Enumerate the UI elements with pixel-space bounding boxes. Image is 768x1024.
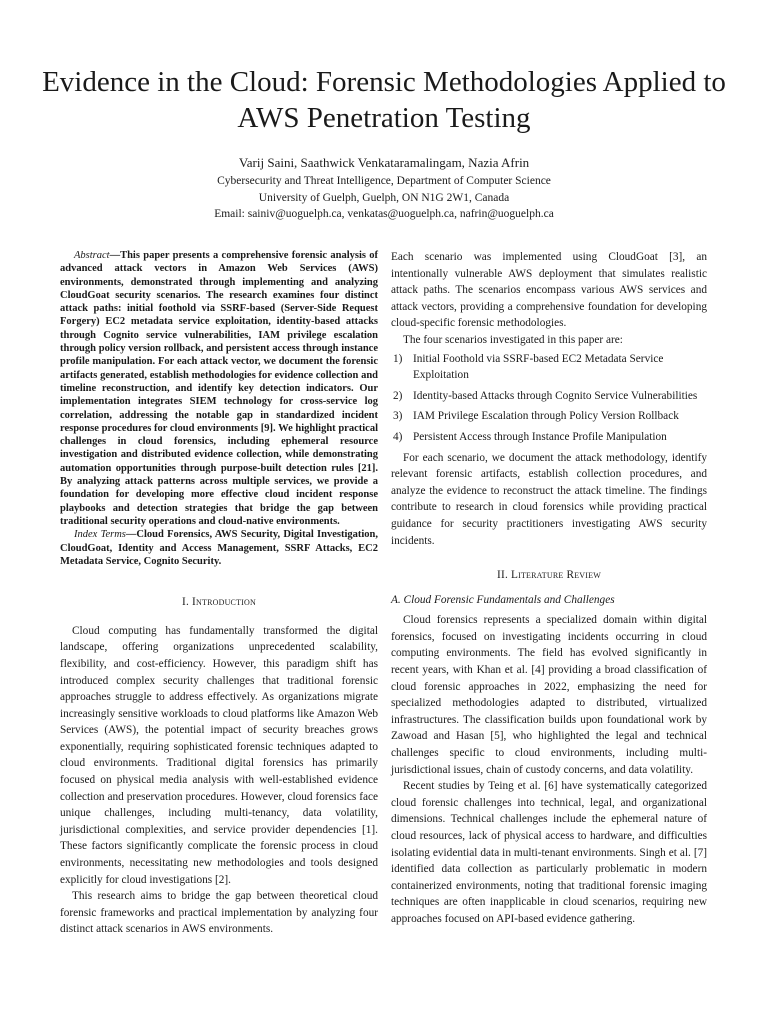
- abstract: [60, 249, 378, 528]
- section-title: Introduction: [192, 596, 256, 609]
- left-column: [60, 249, 378, 938]
- index-terms-text: —Cloud Forensics, AWS Security, Digital Investigation, CloudGoat, Identity and Access Management, SSRF Attacks, EC2 Metadata Service, Cognito Security.: [60, 529, 378, 567]
- affiliation-email: Email: sainiv@uoguelph.ca, venkatas@uoguelph.ca, nafrin@uoguelph.ca: [214, 208, 554, 220]
- intro-paragraph-2: This research aims to bridge the gap between theoretical cloud forensic frameworks and practical implementation by analyzing four distinct attack scenarios in AWS environments.: [60, 890, 378, 936]
- author-list: Varij Saini, Saathwick Venkataramalingam, Nazia Afrin: [238, 155, 530, 170]
- index-terms: [60, 528, 378, 568]
- abstract-text: —This paper presents a comprehensive forensic analysis of advanced attack vectors in Amazon Web Services (AWS) environments, demonstrated through implementing and analyzing CloudGoat security scenarios. The research examines four distinct attack paths: initial foothold via SSRF-based (Server-Side Request Forgery) EC2 metadata service exploitation, identity-based attacks through Cognito service vulnerabilities, IAM privilege escalation through policy version rollback, and persistent access through instance profile manipulation. For each attack vector, we document the forensic artifacts generated, establish methodologies for evidence collection and timeline reconstruction, and identify key detection indicators. Our implementation integrates SIEM technology for cross-service log correlation, addressing the notable gap in standardized incident response procedures for cloud environments [9]. We highlight practical challenges in cloud forensics, including ephemeral resource investigation and distributed evidence collection, while demonstrating automation opportunities through purpose-built detection rules [21]. By analyzing attack patterns across multiple services, we provide a foundation for developing more effective cloud incident response playbooks and detection strategies that bridge the gap between traditional security operations and cloud-native environments.: [60, 250, 378, 527]
- list-item: 4) Persistent Access through Instance Profile Manipulation: [393, 430, 667, 443]
- paper-title: Evidence in the Cloud: Forensic Methodologies Applied to AWS Penetration Testing: [42, 66, 726, 134]
- abstract-label: Abstract: [74, 250, 110, 261]
- section-title: Literature Review: [511, 569, 601, 582]
- scenario-list: [391, 351, 707, 446]
- affiliation-block: [40, 173, 728, 223]
- section-heading-introduction: [60, 594, 378, 611]
- list-item: 3) IAM Privilege Escalation through Policy Version Rollback: [393, 410, 679, 423]
- section-numeral: I.: [182, 596, 190, 609]
- affiliation-university: University of Guelph, Guelph, ON N1G 2W1, Canada: [258, 191, 510, 204]
- review-paragraph-1: Cloud forensics represents a specialized domain within digital forensics, focused on investigating incidents occurring in cloud computing environments. The field has evolved significantly in recent years, with Khan et al. [4] providing a broad classification of cloud forensic approaches in 2022, emphasizing the need for specialized methodologies adapted to distributed, virtualized infrastructures. The classification builds upon foundational work by Zawoad and Hasan [5], who highlighted the legal and technical challenges specific to cloud environments, including multi-jurisdictional issues, chain of custody concerns, and data volatility.: [391, 614, 707, 776]
- intro-paragraph-1: Cloud computing has fundamentally transformed the digital landscape, offering organizations unprecedented scalability, flexibility, and cost-efficiency. However, this paradigm shift has introduced complex security challenges that traditional forensic approaches struggle to address effectively. As organizations migrate increasingly sensitive workloads to cloud platforms like Amazon Web Services (AWS), the potential impact of security breaches grows exponentially, requiring sophisticated forensic techniques adapted to cloud environments. Traditional digital forensics has primarily focused on physical media analysis with well-established evidence collection and preservation procedures. However, cloud forensics face unique challenges, including multi-tenancy, data volatility, jurisdictional complexities, and service provider dependencies [1]. These factors significantly complicate the forensic process in cloud environments, necessitating new methodologies and tools designed explicitly for cloud investigations [2].: [60, 624, 378, 886]
- list-item: 2) Identity-based Attacks through Cognito Service Vulnerabilities: [393, 389, 698, 402]
- intro-continuation: Each scenario was implemented using CloudGoat [3], an intentionally vulnerable AWS deployment that simulates realistic attack paths. The scenarios encompass various AWS services and attack vectors, providing a comprehensive foundation for developing cloud-specific forensic methodologies.: [391, 251, 707, 330]
- section-numeral: II.: [497, 569, 508, 582]
- index-terms-label: Index Terms: [74, 529, 126, 541]
- intro-closing-paragraph: For each scenario, we document the attack methodology, identify relevant forensic artifacts, establish collection procedures, and analyze the evidence to reconstruct the attack timeline. The findings contribute to research in cloud forensics while providing practical guidance for security practitioners investigating AWS security incidents.: [391, 451, 707, 547]
- affiliation-department: Cybersecurity and Threat Intelligence, Department of Computer Science: [217, 175, 551, 187]
- right-column: [391, 249, 707, 928]
- scenario-list-intro: The four scenarios investigated in this paper are:: [403, 333, 623, 346]
- list-item: 1) Initial Foothold via SSRF-based EC2 Metadata Service Exploitation: [393, 352, 664, 382]
- subsection-heading: A. Cloud Forensic Fundamentals and Challenges: [391, 593, 615, 606]
- review-paragraph-2: Recent studies by Teing et al. [6] have systematically categorized cloud forensic challenges into technical, legal, and organizational dimensions. Technical challenges include the ephemeral nature of cloud resources, lack of physical access to hardware, and difficulties isolating evidential data in multi-tenant environments. Singh et al. [7] identified data collection as particularly problematic in modern containerized environments, noting that traditional forensic imaging techniques are often inapplicable in cloud scenarios, requiring new approaches focused on API-based evidence gathering.: [391, 780, 707, 925]
- section-heading-literature-review: [391, 567, 707, 584]
